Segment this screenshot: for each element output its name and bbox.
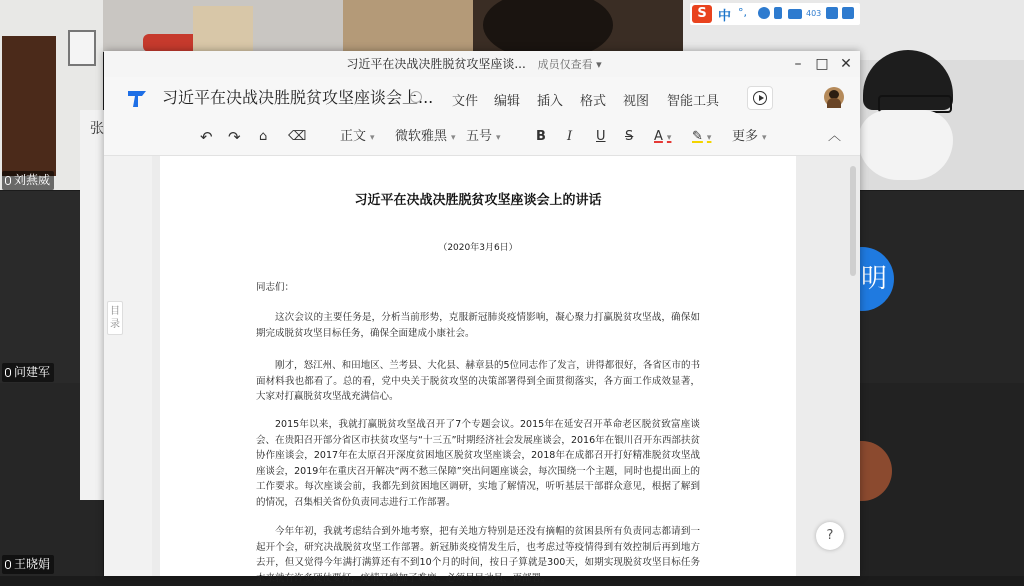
- doc-paragraph: 2015年以来，我就打赢脱贫攻坚战召开了7个专题会议。2015年在延安召开革命老区脱贫致富座谈会、在贵阳召开部分省区市扶贫攻坚与“十三五”时期经济社会发展座谈会，2016年在银川召开东西部扶贫协作座谈会，2017年在太原召开深度贫困地区脱贫攻坚座谈会，2018年在成都召开打好精准脱贫攻坚战座谈会，2019年在重庆召开解决“两不愁三保障”突出问题座谈会，每次围绕一个主题，同时也提出面上的工作要求。每次座谈会前，我都先到贫困地区调研，实地了解情况，听听基层干部群众意见，根据了解到的情况，召集相关省份负责同志进行工作部署。: [256, 419, 700, 508]
- help-button[interactable]: ?: [816, 522, 844, 550]
- undo-icon[interactable]: ↶: [200, 128, 213, 146]
- menu-bar: [104, 77, 860, 119]
- doc-paragraph: 这次会议的主要任务是，分析当前形势，克服新冠肺炎疫情影响，凝心聚力打赢脱贫攻坚战，确保如期完成脱贫攻坚目标任务，确保全面建成小康社会。: [256, 312, 700, 339]
- vertical-scrollbar[interactable]: [850, 166, 856, 276]
- present-button[interactable]: [747, 86, 773, 110]
- keyboard-icon[interactable]: [788, 9, 802, 19]
- video-tile-ming[interactable]: [860, 191, 1024, 383]
- emoji-icon[interactable]: [758, 7, 770, 19]
- format-painter-icon[interactable]: ⌂: [259, 129, 268, 144]
- font-color-button[interactable]: A ▾: [654, 129, 671, 146]
- italic-button[interactable]: I: [567, 129, 573, 144]
- room-wall: [343, 0, 473, 52]
- ime-punct-toggle[interactable]: °,: [738, 6, 747, 19]
- cabinet: [193, 6, 253, 52]
- font-size-dropdown[interactable]: 五号 ▾: [466, 129, 501, 146]
- video-tile-right-bottom[interactable]: [860, 383, 1024, 576]
- document-title[interactable]: 习近平在决战决胜脱贫攻坚座谈会上...: [162, 88, 434, 107]
- toolbox-icon[interactable]: [842, 7, 854, 19]
- permission-dropdown[interactable]: 成员仅查看 ▾: [537, 58, 602, 71]
- outline-pane: [104, 156, 152, 576]
- participant-name-tag: 王晓娟: [2, 555, 54, 574]
- document-canvas: [104, 156, 860, 584]
- window-titlebar: [104, 51, 860, 77]
- minimize-button[interactable]: –: [794, 56, 802, 72]
- document-window: [104, 51, 860, 584]
- ime-toolbar[interactable]: [690, 3, 860, 25]
- bold-button[interactable]: B: [536, 129, 546, 144]
- doc-date: （2020年3月6日）: [438, 243, 518, 253]
- tencent-docs-logo-icon[interactable]: [126, 87, 148, 109]
- voice-icon[interactable]: [774, 7, 782, 19]
- ime-badge: 403: [806, 9, 822, 18]
- menu-file[interactable]: 文件: [452, 94, 479, 109]
- window-title: 习近平在决战决胜脱贫攻坚座谈...: [346, 57, 526, 71]
- sync-status-icon: [410, 91, 422, 103]
- collapse-toolbar-icon[interactable]: ︿: [828, 129, 842, 144]
- menu-insert[interactable]: 插入: [537, 94, 564, 109]
- background-window: [80, 110, 106, 500]
- font-family-dropdown[interactable]: 微软雅黑 ▾: [395, 129, 456, 146]
- more-dropdown[interactable]: 更多 ▾: [732, 129, 767, 146]
- underline-button[interactable]: U: [596, 129, 606, 144]
- doc-paragraph: 刚才，怒江州、和田地区、兰考县、大化县、赫章县的5位同志作了发言，讲得都很好，各省区市的书面材料我也都看了。总的看，党中央关于脱贫攻坚的决策部署得到全面贯彻落实，各方面工作成效显著，大家对打赢脱贫攻坚战充满信心。: [256, 360, 700, 402]
- doc-paragraph: 今年年初，我就考虑结合到外地考察，把有关地方特别是还没有摘帽的贫困县所有负责同志都请到一起开个会，研究决战脱贫攻坚工作部署。新冠肺炎疫情发生后，也考虑过等疫情得到有效控制后再到地方去开，但又觉得今年满打满算还有不到10个月的时间，按日子算就是300天，如期实现脱贫攻坚目标任务本来就有许多硬仗要打，疫情又增加了难度，必须尽早动员、再部署。: [256, 526, 700, 584]
- ime-mode-toggle[interactable]: 中: [718, 9, 732, 24]
- face-mask: [858, 110, 953, 180]
- redo-icon[interactable]: ↷: [228, 128, 241, 146]
- document-page[interactable]: [160, 156, 796, 584]
- mic-icon: [5, 368, 11, 377]
- sogou-logo-icon: S: [692, 5, 712, 23]
- paragraph-style-dropdown[interactable]: 正文 ▾: [340, 129, 375, 146]
- format-toolbar: [104, 119, 860, 156]
- doc-heading: 习近平在决战决胜脱贫攻坚座谈会上的讲话: [354, 193, 602, 208]
- outline-toggle[interactable]: 目录: [107, 301, 123, 335]
- background-window-text: 张: [90, 121, 104, 137]
- mic-icon: [5, 560, 11, 569]
- maximize-button[interactable]: □: [815, 56, 829, 72]
- strikethrough-button[interactable]: S: [625, 129, 634, 144]
- clear-format-icon[interactable]: ⌫: [288, 129, 307, 144]
- participant-name-tag: 刘燕威: [2, 171, 54, 190]
- skin-icon[interactable]: [826, 7, 838, 19]
- close-button[interactable]: ✕: [840, 56, 852, 72]
- menu-view[interactable]: 视图: [623, 94, 650, 109]
- doc-salutation: 同志们：: [256, 282, 295, 293]
- participant-name-tag: 问建军: [2, 363, 54, 382]
- play-icon: [759, 95, 764, 101]
- menu-format[interactable]: 格式: [580, 94, 607, 109]
- menu-smart-tools[interactable]: 智能工具: [667, 94, 720, 109]
- door: [2, 36, 56, 176]
- user-avatar[interactable]: [824, 87, 844, 107]
- video-tile-top-center[interactable]: [103, 0, 343, 52]
- mic-icon: [5, 176, 11, 185]
- highlight-button[interactable]: ✎ ▾: [692, 129, 711, 146]
- participant-avatar: 明: [830, 247, 894, 311]
- wall-frame: [68, 30, 96, 66]
- video-tile-top-person[interactable]: [343, 0, 683, 52]
- menu-edit[interactable]: 编辑: [494, 94, 521, 109]
